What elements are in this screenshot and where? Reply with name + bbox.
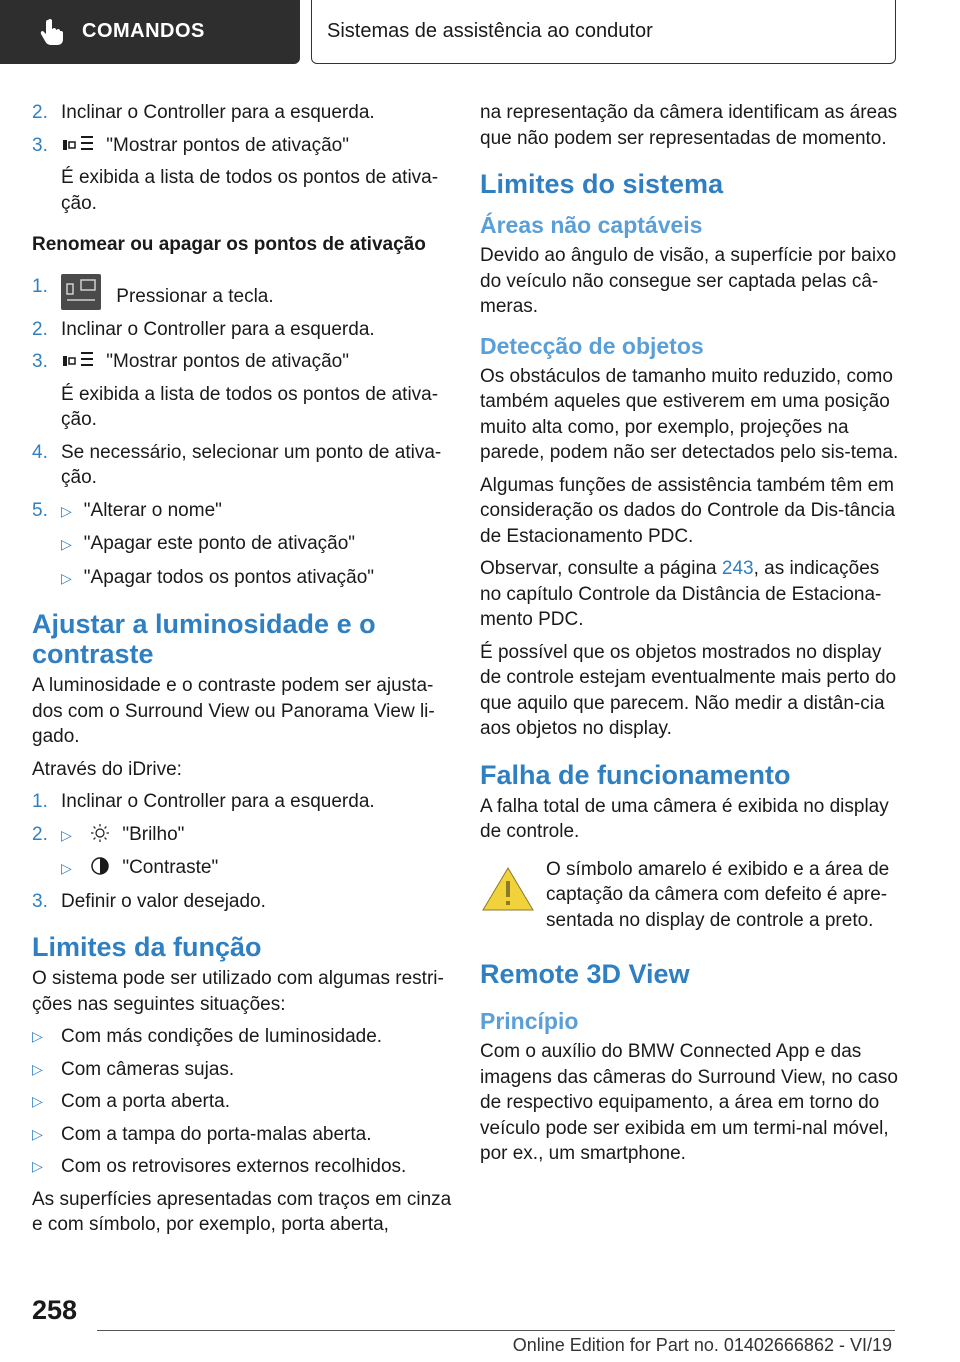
list-item [32,133,452,159]
paragraph: Com o auxílio do BMW Connected App e das imagens das câmeras do Surround View, no caso de respectivo equipamento, a área em torno do veículo pode ser exibida em um termi-nal móvel, por ex., um smartphone. [480,1041,898,1164]
list-item [32,317,452,343]
list-item [32,1057,452,1083]
park-points-icon [61,350,95,370]
section-heading: Falha de funcionamento [480,759,791,790]
text-fragment: Observar, consulte a página [480,558,722,579]
step-text: Se necessário, selecionar um ponto de ativa-ção. [61,441,442,488]
triangle-bullet-icon: ▷ [61,536,72,552]
triangle-bullet-icon: ▷ [32,1158,43,1174]
list-item [32,498,452,525]
chapter-title: Sistemas de assistência ao condutor [327,19,653,42]
option-text: "Apagar este ponto de ativação" [83,533,356,554]
section-heading: Limites do sistema [480,169,724,199]
step-text: Inclinar o Controller para a esquerda. [61,102,375,123]
paragraph: O sistema pode ser utilizado com algumas restri-ções nas seguintes situações: [32,968,444,1015]
triangle-bullet-icon: ▷ [61,502,72,519]
list-item [32,855,452,882]
paragraph: Algumas funções de assistência também têm em consideração os dados do Controle da Dis-tância de Estacionamento PDC. [480,474,896,547]
subsection-heading: Áreas não captáveis [480,212,703,238]
triangle-bullet-icon: ▷ [61,569,72,586]
page-link[interactable]: 243 [721,558,754,579]
section-tab [0,0,300,64]
triangle-bullet-icon: ▷ [32,1093,43,1109]
bullet-text: Com a porta aberta. [61,1091,230,1112]
list-item [32,1024,452,1050]
list-item [32,1154,452,1180]
step-number: 3. [32,134,48,156]
warning-triangle-icon [480,865,536,913]
subsection-heading: Princípio [480,1008,579,1034]
paragraph: É possível que os objetos mostrados no display de controle estejam eventualmente mais perto do que aquilo que parecem. Não medir a distân-cia aos objetos no display. [480,641,897,739]
section-heading: Remote 3D View [480,959,690,989]
section-heading: Ajustar a luminosidade e o contraste [32,609,376,669]
option-text: "Alterar o nome" [83,499,222,521]
footer-edition: Online Edition for Part no. 01402666862 - VI/19 [512,1335,892,1355]
bullet-text: Com a tampa do porta-malas aberta. [61,1123,372,1145]
left-column [32,100,452,1245]
chapter-tab [311,0,896,64]
bullet-text: Com más condições de luminosidade. [61,1026,383,1047]
section-label: COMANDOS [82,20,205,43]
triangle-bullet-icon: ▷ [32,1125,43,1142]
contrast-icon [89,856,111,876]
step-number: 2. [32,318,48,340]
list-item [32,274,452,310]
warning-text: O símbolo amarelo é exibido e a área de captação da câmera com defeito é apre-sentada no display de controle a preto. [546,858,890,931]
list-item [32,531,452,558]
triangle-bullet-icon: ▷ [32,1028,43,1044]
camera-button-icon [61,274,101,310]
step-number: 5. [32,499,48,521]
paragraph: É exibida a lista de todos os pontos de ativa-ção. [61,383,439,430]
text-fragment: , as indicações no capítulo Controle da Distância de Estaciona-mento PDC. [480,558,882,630]
paragraph: Os obstáculos de tamanho muito reduzido, como também aqueles que estiverem em uma posição muito alta como, por exemplo, projeções na parede, podem não ser detectados pelo sis-tema. [480,365,899,463]
triangle-bullet-icon: ▷ [61,860,72,876]
option-text: "Brilho" [122,823,185,845]
step-number: 3. [32,351,48,372]
list-item [32,1122,452,1148]
step-text: Inclinar o Controller para a esquerda. [61,791,375,812]
page-number: 258 [32,1295,78,1325]
step-number: 1. [32,275,48,297]
right-column [480,100,900,1174]
step-number: 2. [32,823,48,845]
list-item [32,789,452,815]
section-heading: Limites da função [32,932,262,962]
step-text: Inclinar o Controller para a esquerda. [61,318,375,340]
subsection-heading: Renomear ou apagar os pontos de ativação [32,234,426,255]
brightness-icon [89,823,111,843]
step-number: 2. [32,102,48,123]
list-item [32,349,452,375]
step-text: Definir o valor desejado. [61,890,266,912]
park-points-icon [61,134,95,154]
triangle-bullet-icon: ▷ [61,826,72,843]
footer-divider [97,1330,895,1331]
paragraph: na representação da câmera identificam as áreas que não podem ser representadas de momento. [480,102,898,149]
warning-note [480,857,900,934]
step-number: 1. [32,791,48,812]
paragraph: A falha total de uma câmera é exibida no display de controle. [480,795,889,842]
list-item [32,565,452,592]
page-header [0,0,960,66]
bullet-text: Com câmeras sujas. [61,1058,235,1080]
list-item [32,822,452,849]
step-number: 3. [32,890,48,912]
paragraph: Através do iDrive: [32,758,182,780]
paragraph: É exibida a lista de todos os pontos de ativa-ção. [61,167,439,214]
list-item [32,889,452,915]
triangle-bullet-icon: ▷ [32,1060,43,1077]
bullet-text: Com os retrovisores externos recolhidos. [61,1156,407,1177]
step-number: 4. [32,441,48,463]
list-item [32,1089,452,1115]
option-text: "Contraste" [122,857,219,878]
subsection-heading: Detecção de objetos [480,332,704,359]
paragraph: Devido ao ângulo de visão, a superfície por baixo do veículo não consegue ser captada pelas câ-meras. [480,245,897,317]
hand-pointer-icon [40,18,64,46]
option-text: "Apagar todos os pontos ativação" [83,566,375,588]
paragraph [480,556,900,633]
paragraph: A luminosidade e o contraste podem ser ajusta-dos com o Surround View ou Panorama View li-gado. [32,675,435,747]
step-text: "Mostrar pontos de ativação" [106,351,349,372]
step-text: "Mostrar pontos de ativação" [106,134,349,156]
list-item [32,100,452,126]
list-item [32,440,452,491]
step-text: Pressionar a tecla. [116,285,274,307]
paragraph: As superfícies apresentadas com traços em cinza e com símbolo, por exemplo, porta aberta, [32,1188,452,1235]
